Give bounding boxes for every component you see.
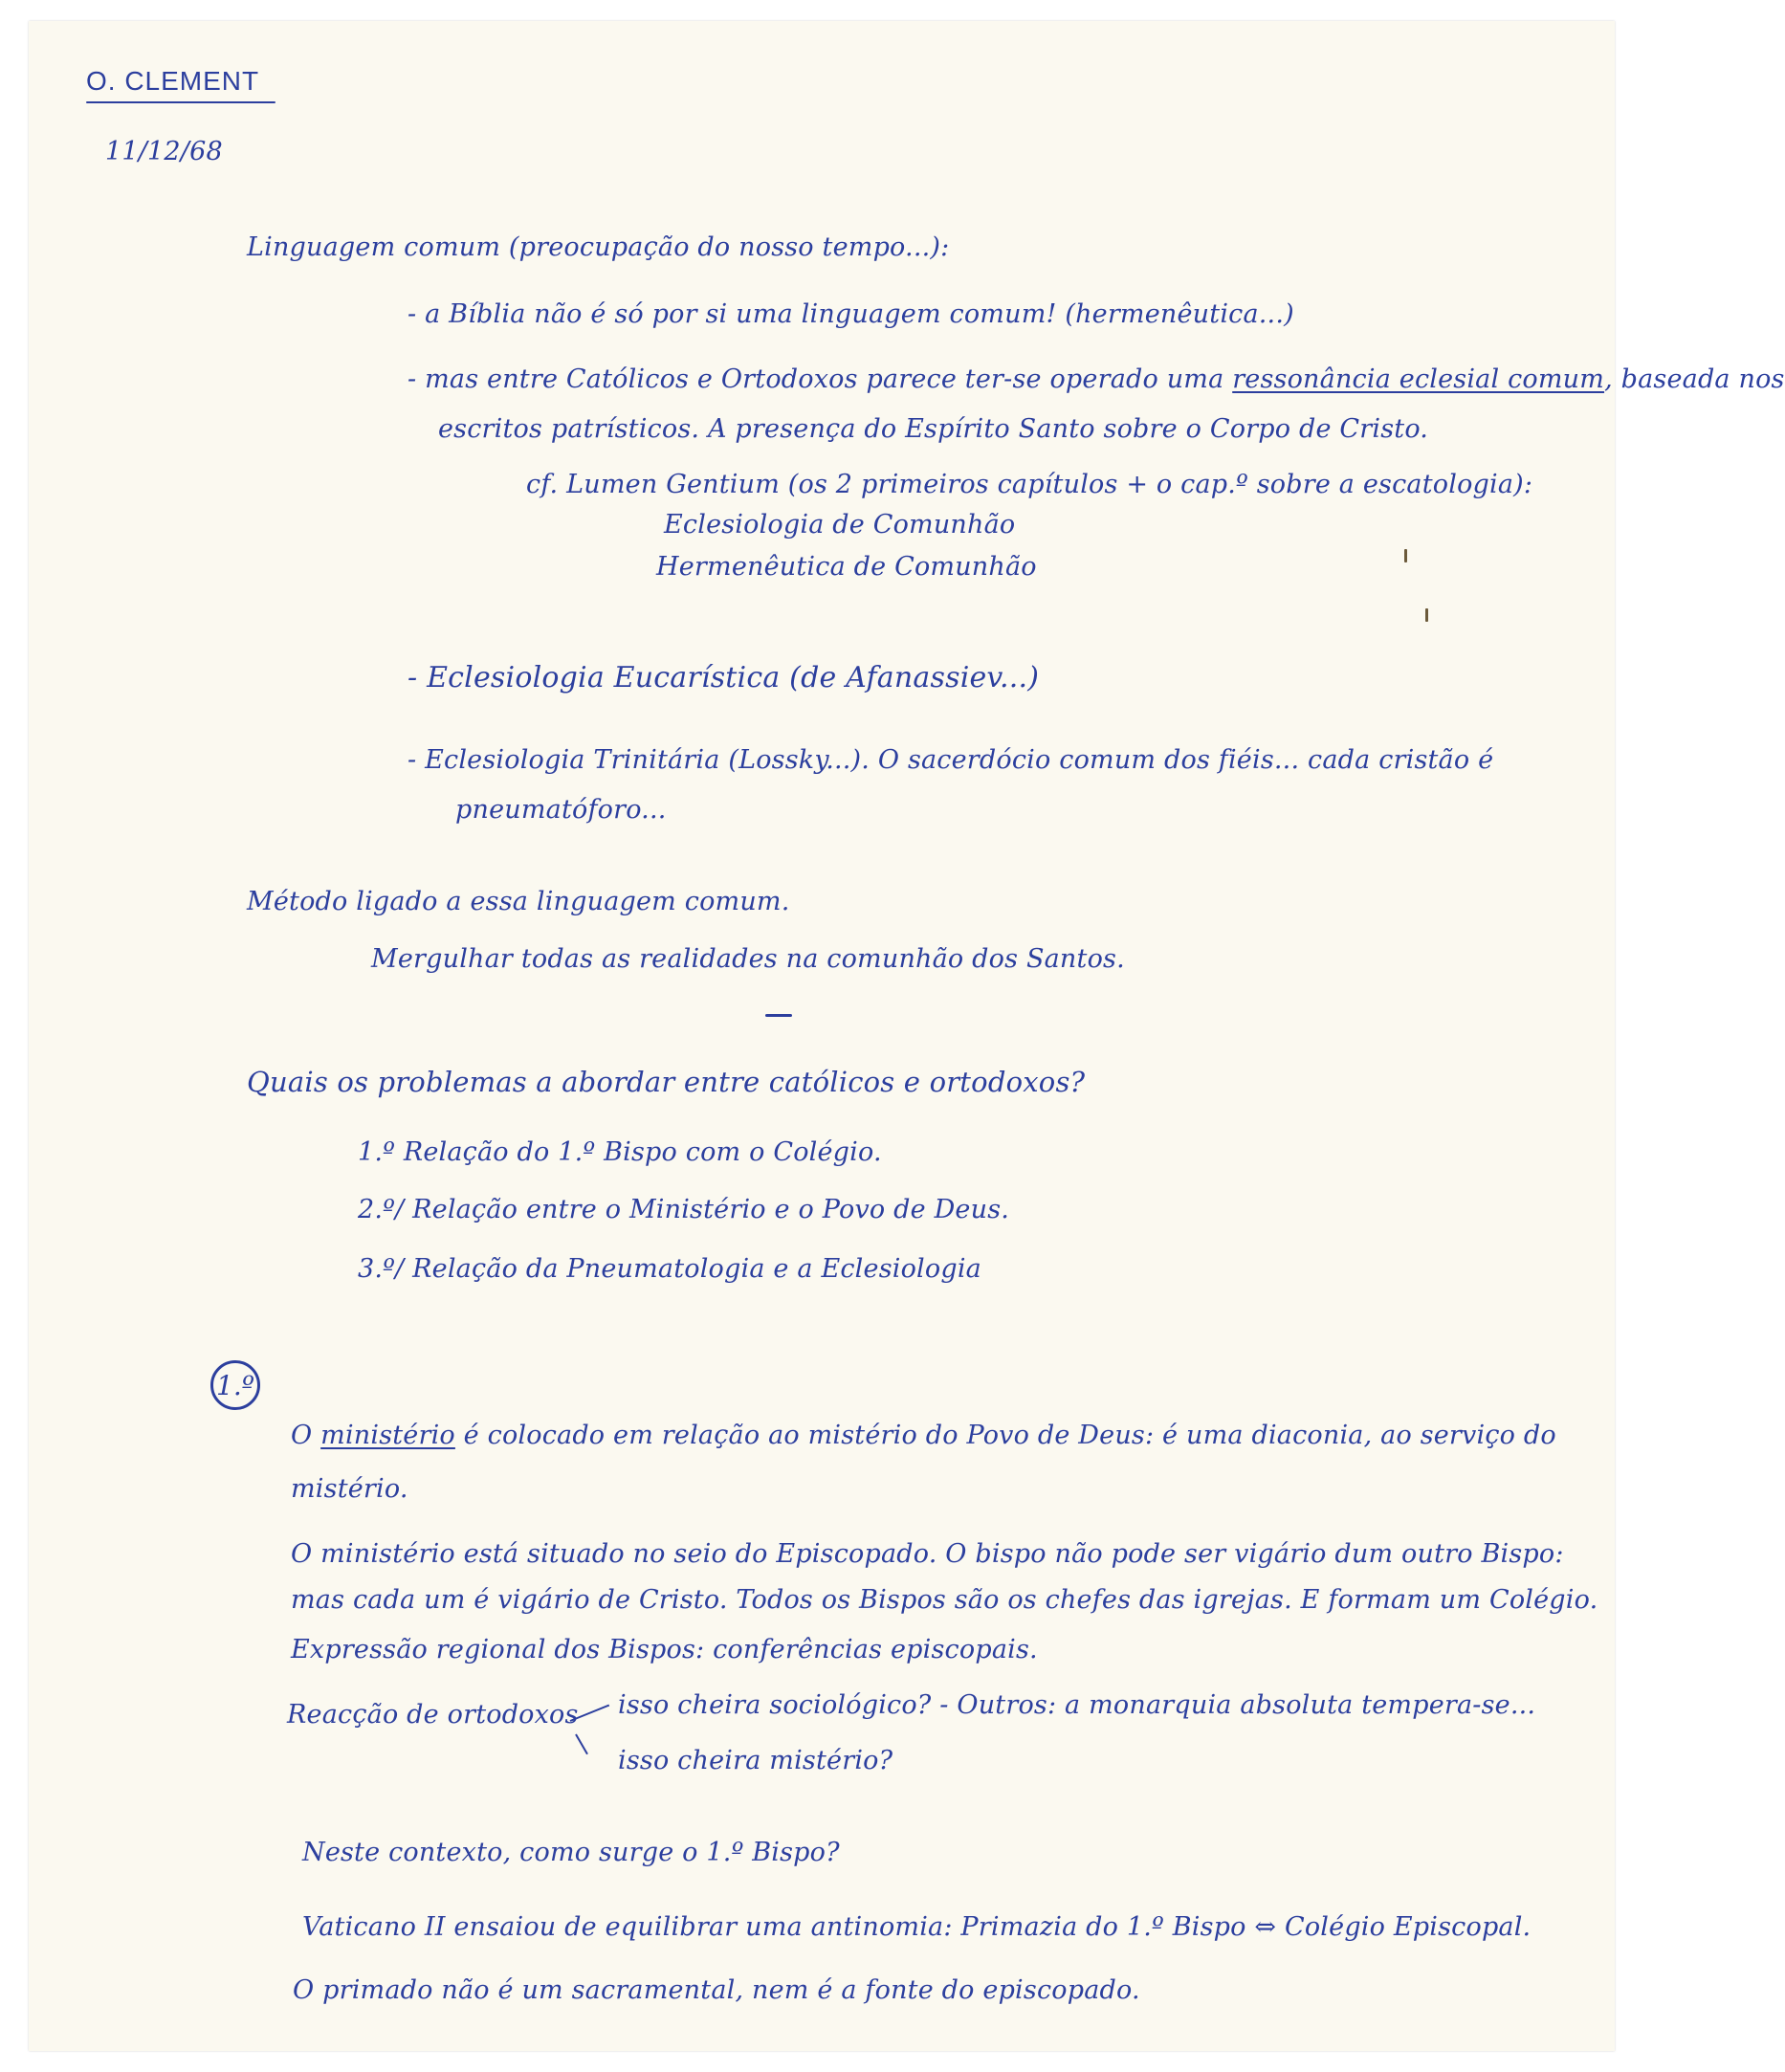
intro-point-bible: - a Bíblia não é só por si uma linguagem comum! (hermenêutica...) — [408, 299, 1294, 329]
ministry-line-3: O ministério está situado no seio do Episcopado. O bispo não pode ser vigário dum outro Bispo: — [291, 1539, 1564, 1569]
paper-mark — [1404, 549, 1407, 562]
section-marker-circle — [210, 1360, 260, 1410]
section-marker-label: 1.º — [216, 1369, 254, 1401]
separator-dash — [765, 1014, 792, 1017]
reaction-branch-down — [575, 1734, 588, 1755]
paper-mark — [1425, 608, 1428, 622]
underlined-ecclesial-resonance: ressonância eclesial comum — [1232, 364, 1605, 394]
intro-point-lead: - mas entre Católicos e Ortodoxos parece ter-se operado uma — [408, 364, 1224, 394]
cf-lumen-gentium: cf. Lumen Gentium (os 2 primeiros capítulos + o cap.º sobre a escatologia): — [526, 470, 1533, 499]
intro-point-patristic: escritos patrísticos. A presença do Espírito Santo sobre o Corpo de Cristo. — [438, 414, 1429, 444]
underlined-ministry: ministério — [320, 1421, 455, 1450]
reaction-option-mystery: isso cheira mistério? — [618, 1746, 893, 1775]
pneumatophore: pneumatóforo... — [455, 795, 667, 825]
document-page — [29, 21, 1785, 2051]
ministry-line-4: mas cada um é vigário de Cristo. Todos os Bispos são os chefes das igrejas. E formam um Colégio. — [291, 1585, 1598, 1615]
intro-point-catholics-orthodox — [408, 365, 1785, 394]
context-question: Neste contexto, como surge o 1.º Bispo? — [302, 1838, 840, 1867]
ministry-line-5: Expressão regional dos Bispos: conferências episcopais. — [291, 1635, 1038, 1664]
problem-item-3: 3.º/ Relação da Pneumatologia e a Eclesiologia — [358, 1254, 981, 1284]
problems-question: Quais os problemas a abordar entre católicos e ortodoxos? — [247, 1066, 1086, 1098]
problem-item-1: 1.º Relação do 1.º Bispo com o Colégio. — [358, 1137, 882, 1167]
ministry-line-1 — [291, 1422, 1556, 1450]
reaction-option-sociological: isso cheira sociológico? - Outros: a monarquia absoluta tempera-se... — [618, 1690, 1536, 1720]
cf-item-hermeneutics: Hermenêutica de Comunhão — [656, 552, 1037, 582]
author-underline — [86, 101, 275, 103]
intro-point-tail: , baseada nos — [1604, 364, 1785, 394]
method-line: Mergulhar todas as realidades na comunhão dos Santos. — [371, 944, 1125, 974]
reaction-label: Reacção de ortodoxos — [287, 1700, 579, 1730]
author-name: O. CLEMENT — [86, 66, 260, 96]
method-title: Método ligado a essa linguagem comum. — [247, 887, 790, 916]
problem-item-2: 2.º/ Relação entre o Ministério e o Povo de Deus. — [358, 1195, 1010, 1224]
ministry-article: O — [291, 1421, 313, 1450]
note-date: 11/12/68 — [105, 137, 223, 166]
eucharistic-ecclesiology: - Eclesiologia Eucarística (de Afanassiev...) — [408, 661, 1040, 694]
cf-item-ecclesiology: Eclesiologia de Comunhão — [664, 510, 1016, 540]
vatican-ii-line: Vaticano II ensaiou de equilibrar uma antinomia: Primazia do 1.º Bispo ⇔ Colégio Episcopal. — [302, 1912, 1532, 1942]
primacy-line: O primado não é um sacramental, nem é a fonte do episcopado. — [293, 1975, 1140, 2005]
ministry-line-1-tail: é colocado em relação ao mistério do Povo de Deus: é uma diaconia, ao serviço do — [454, 1421, 1556, 1450]
trinitarian-ecclesiology: - Eclesiologia Trinitária (Lossky...). O sacerdócio comum dos fiéis... cada cristão é — [408, 745, 1494, 775]
ministry-line-2: mistério. — [291, 1474, 408, 1504]
section-title-common-language: Linguagem comum (preocupação do nosso tempo...): — [247, 232, 950, 262]
